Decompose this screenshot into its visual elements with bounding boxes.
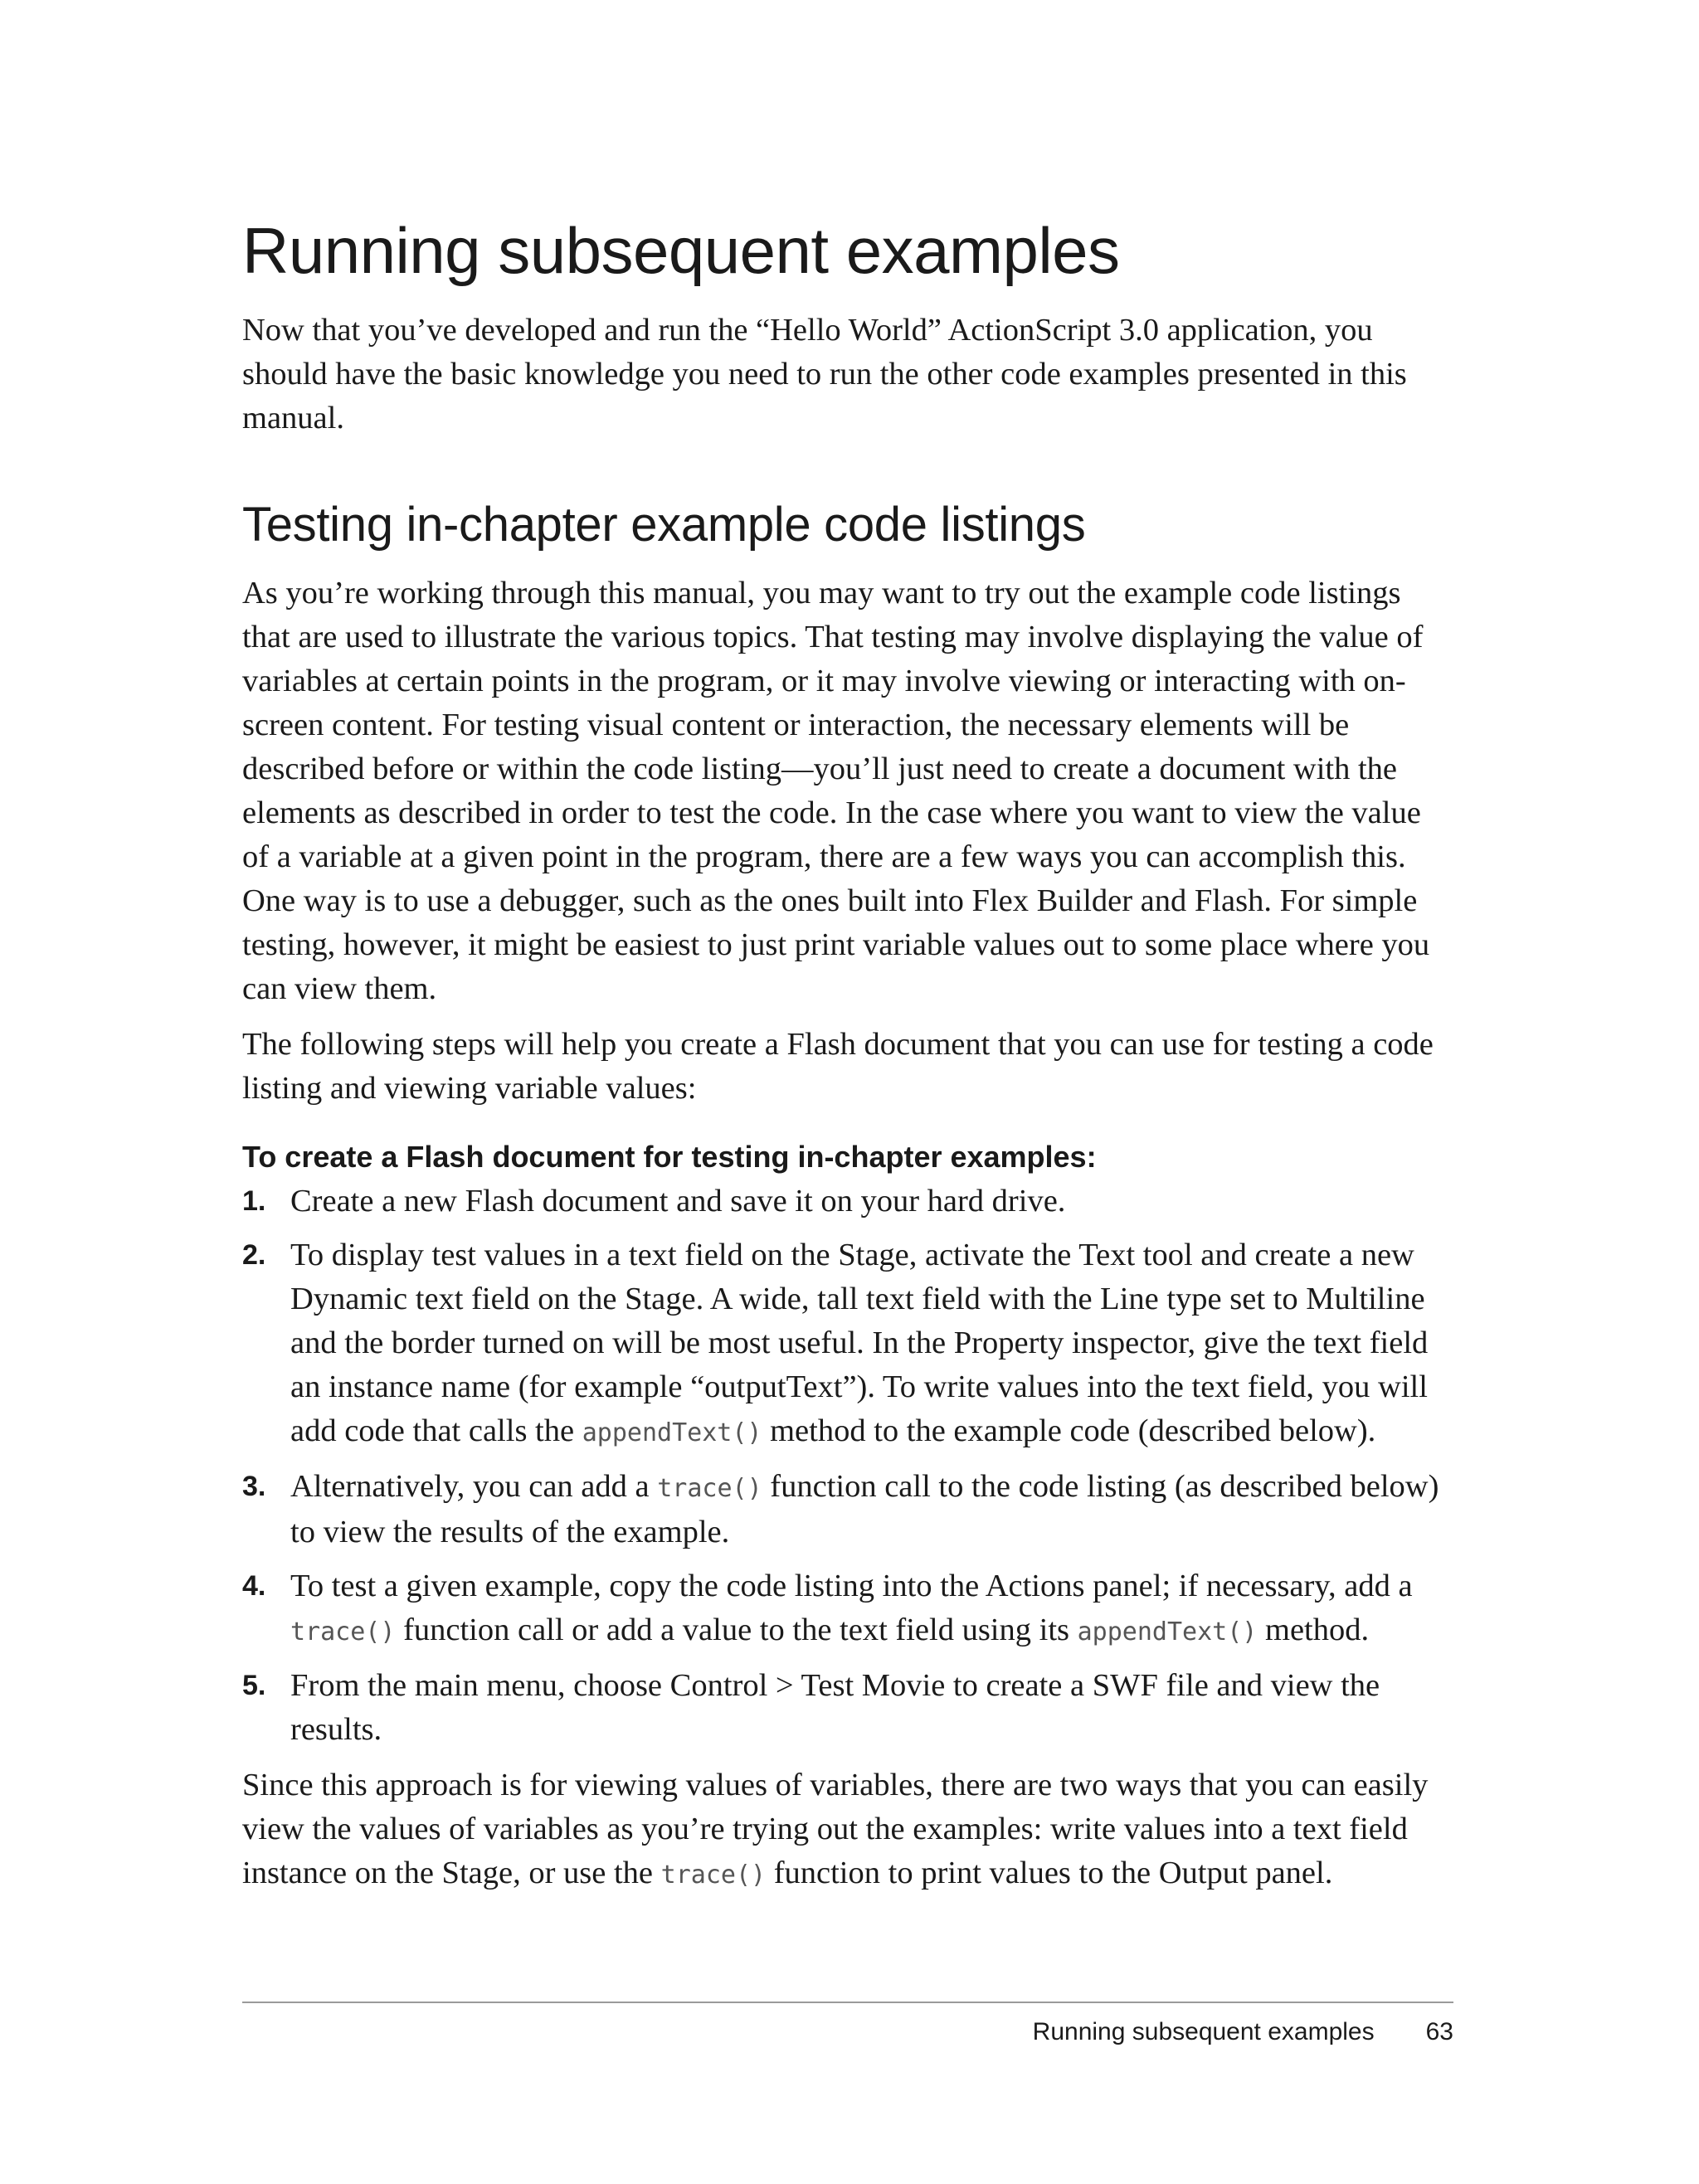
- inline-code: trace(): [660, 1860, 767, 1890]
- step-text: method to the example code (described below).: [762, 1413, 1376, 1448]
- step-number: 1.: [242, 1184, 266, 1217]
- page-title: Running subsequent examples: [242, 214, 1120, 287]
- procedure-steps: [242, 1180, 1453, 1752]
- inline-code: trace(): [290, 1617, 396, 1647]
- step-text: method.: [1257, 1612, 1370, 1647]
- running-title: Running subsequent examples: [1032, 2018, 1375, 2045]
- step-2: [242, 1233, 1453, 1455]
- step-text: function call to the code listing (as described below) to view the results of the example.: [290, 1468, 1439, 1549]
- inline-code: trace(): [657, 1473, 762, 1503]
- step-4: [242, 1564, 1453, 1654]
- closing-paragraph: [242, 1763, 1453, 1897]
- page-footer: [1033, 2018, 1453, 2046]
- step-text: Alternatively, you can add a: [290, 1468, 658, 1504]
- step-5: [242, 1664, 1453, 1752]
- step-number: 3.: [242, 1470, 266, 1502]
- inline-code: appendText(): [582, 1418, 762, 1447]
- procedure-heading: To create a Flash document for testing in-chapter examples:: [242, 1139, 1097, 1174]
- step-number: 4.: [242, 1569, 266, 1602]
- page-body: [242, 216, 1453, 1909]
- section-paragraph-2: The following steps will help you create a Flash document that you can use for testing a code listing and viewing variable values:: [242, 1026, 1434, 1106]
- step-text: function call or add a value to the text field using its: [395, 1612, 1078, 1647]
- step-text: From the main menu, choose Control > Test Movie to create a SWF file and view the results.: [290, 1667, 1380, 1747]
- step-text: Create a new Flash document and save it on your hard drive.: [290, 1183, 1066, 1218]
- section-paragraph-1: As you’re working through this manual, you may want to try out the example code listings that are used to illustrate the various topics. That testing may involve displaying the value of variables at certain points in the program, or it may involve viewing or interacting with on-screen content. For testing visual content or interaction, the necessary elements will be described before or within the code listing—you’ll just need to create a document with the elements as described in order to test the code. In the case where you want to view the value of a variable at a given point in the program, there are a few ways you can accomplish this. One way is to use a debugger, such as the ones built into Flex Builder and Flash. For simple testing, however, it might be easiest to just print variable values out to some place where you can view them.: [242, 575, 1430, 1006]
- step-text: To display test values in a text field on the Stage, activate the Text tool and create a new Dynamic text field on the Stage. A wide, tall text field with the Line type set to Multiline and the border turned on will be most useful. In the Property inspector, give the text field an instance name (for example “outputText”). To write values into the text field, you will add code that calls the: [290, 1237, 1429, 1448]
- section-heading: Testing in-chapter example code listings: [242, 497, 1086, 552]
- step-number: 5.: [242, 1669, 266, 1701]
- closing-text: function to print values to the Output panel.: [766, 1855, 1333, 1890]
- intro-paragraph: Now that you’ve developed and run the “Hello World” ActionScript 3.0 application, you should have the basic knowledge you need to run the other code examples presented in this manual.: [242, 312, 1407, 435]
- inline-code: appendText(): [1077, 1617, 1258, 1647]
- step-text: To test a given example, copy the code listing into the Actions panel; if necessary, add a: [290, 1568, 1413, 1603]
- step-number: 2.: [242, 1238, 266, 1271]
- step-1: [242, 1180, 1453, 1223]
- closing-text: Since this approach is for viewing values of variables, there are two ways that you can easily view the values of variables as you’re trying out the examples: write values into a text field instance on the Stage, or use the: [242, 1767, 1429, 1890]
- footer-divider: [242, 2002, 1453, 2003]
- step-3: [242, 1465, 1453, 1554]
- page-number: 63: [1425, 2018, 1453, 2045]
